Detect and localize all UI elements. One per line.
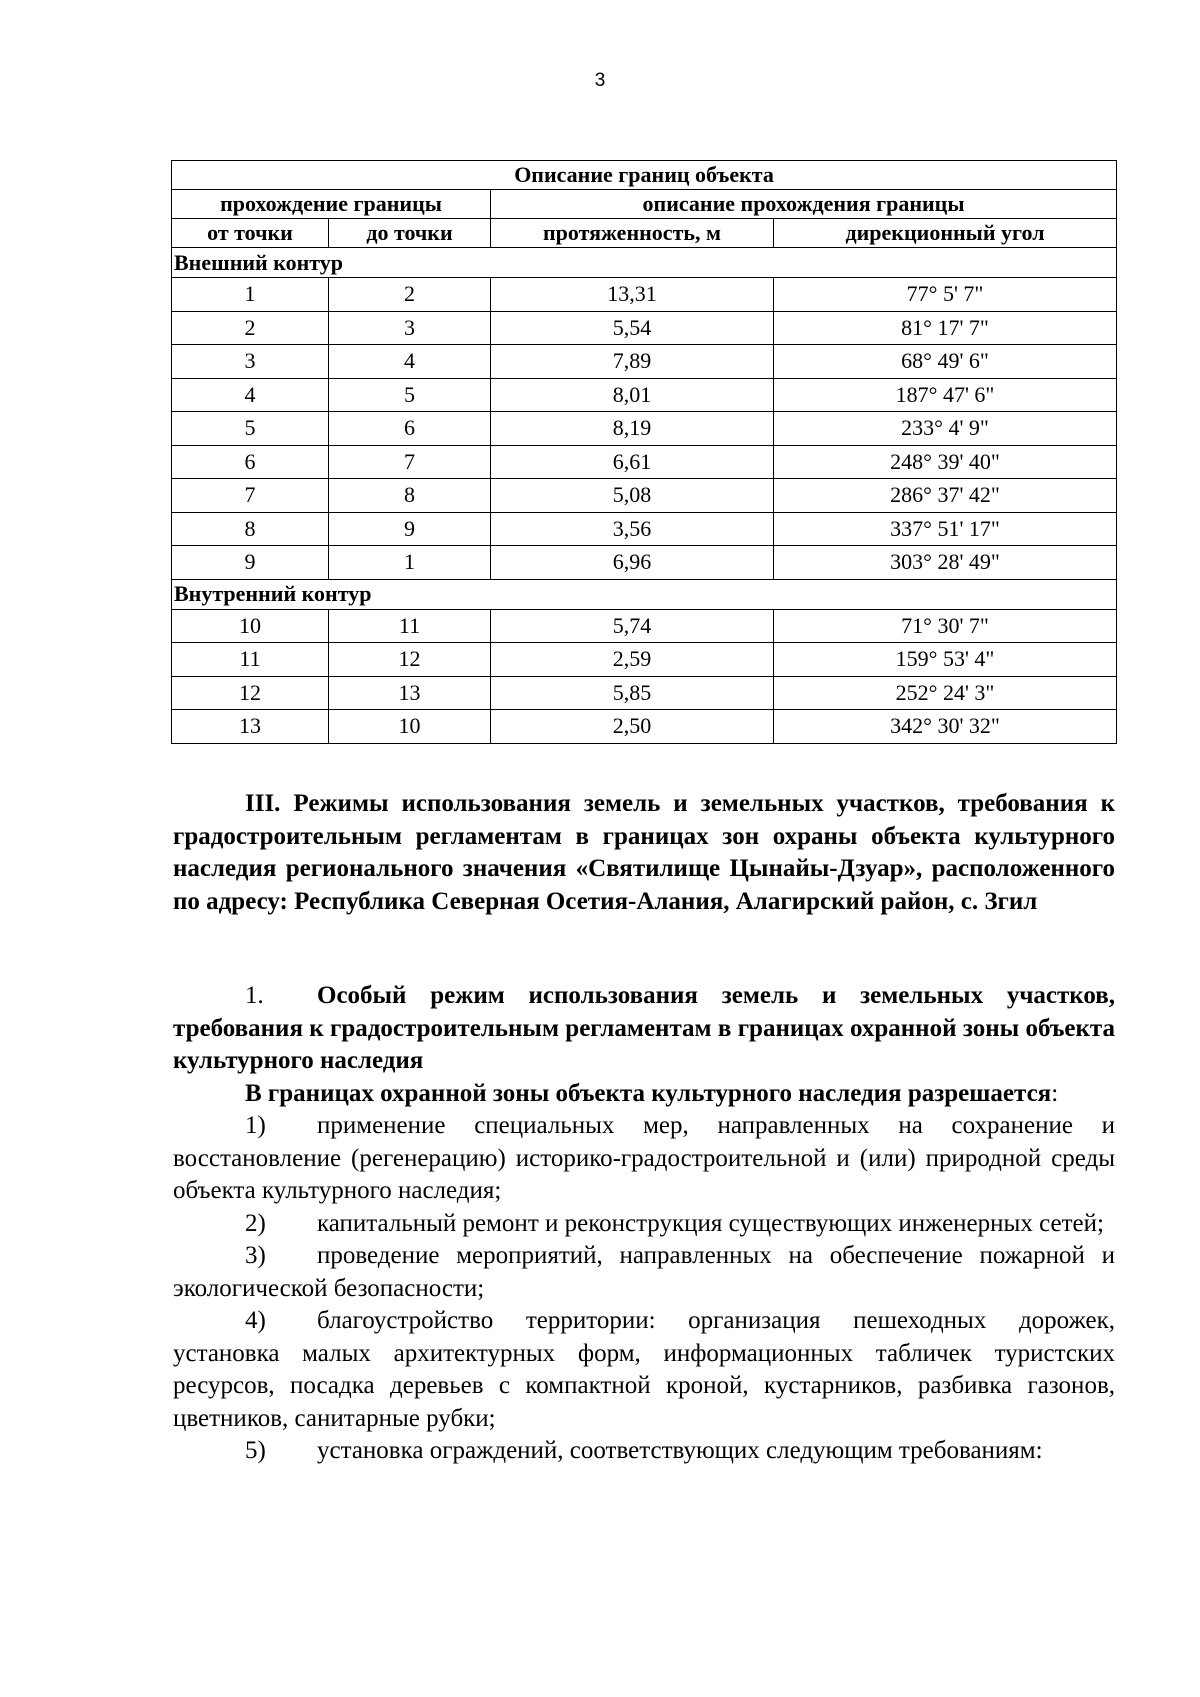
cell-to: 11 [329,609,491,643]
cell-angle: 248° 39' 40" [774,445,1117,479]
cell-length: 5,08 [491,479,774,513]
group-header-right: описание прохождения границы [491,190,1117,219]
table-title-row [172,161,1117,190]
cell-angle: 337° 51' 17" [774,512,1117,546]
cell-from: 7 [172,479,329,513]
cell-from: 13 [172,710,329,744]
cell-from: 2 [172,311,329,345]
cell-from: 5 [172,412,329,446]
cell-length: 8,01 [491,378,774,412]
subsection-number: 1. [245,982,264,1009]
group-header-left: прохождение границы [172,190,491,219]
body-text [173,980,1115,1468]
cell-angle: 187° 47' 6" [774,378,1117,412]
table-row [172,609,1117,643]
list-item [173,1208,1115,1241]
permitted-intro [173,1078,1115,1111]
table-row [172,345,1117,379]
cell-length: 2,59 [491,643,774,677]
cell-from: 4 [172,378,329,412]
table-row [172,278,1117,312]
table-row [172,710,1117,744]
table-row [172,546,1117,580]
column-header-angle: дирекционный угол [774,219,1117,248]
table-column-header-row [172,219,1117,248]
table-row [172,676,1117,710]
list-item-text: установка ограждений, соответствующих следующим требованиям: [317,1437,1043,1464]
cell-to: 4 [329,345,491,379]
cell-to: 9 [329,512,491,546]
table-row [172,479,1117,513]
list-item-text: применение специальных мер, направленных на сохранение и восстановление (регенерацию) историко-градостроительной и (или) природной среды объекта культурного наследия; [173,1112,1115,1204]
list-item-number: 1) [245,1112,266,1139]
cell-length: 2,50 [491,710,774,744]
cell-angle: 71° 30' 7" [774,609,1117,643]
inner-contour-rows [172,609,1117,743]
cell-from: 10 [172,609,329,643]
cell-to: 13 [329,676,491,710]
column-header-length: протяженность, м [491,219,774,248]
cell-to: 12 [329,643,491,677]
cell-length: 13,31 [491,278,774,312]
cell-angle: 68° 49' 6" [774,345,1117,379]
table-group-header-row [172,190,1117,219]
outer-contour-row [172,248,1117,278]
list-item [173,1305,1115,1435]
inner-contour-label: Внутренний контур [172,579,1117,609]
list-item-number: 4) [245,1307,266,1334]
cell-length: 6,96 [491,546,774,580]
outer-contour-label: Внешний контур [172,248,1117,278]
cell-to: 2 [329,278,491,312]
column-header-to: до точки [329,219,491,248]
cell-length: 5,85 [491,676,774,710]
cell-length: 7,89 [491,345,774,379]
cell-to: 10 [329,710,491,744]
subsection-heading [173,980,1115,1078]
cell-to: 7 [329,445,491,479]
table-row [172,378,1117,412]
cell-from: 8 [172,512,329,546]
list-item-number: 2) [245,1209,266,1237]
table-row [172,311,1117,345]
column-header-from: от точки [172,219,329,248]
cell-from: 12 [172,676,329,710]
section-heading: III. Режимы использования земель и земельных участков, требования к градостроительным регламентам в границах зон охраны объекта культурного наследия регионального значения «Святилище Цынайы-Дзуар», расположенного по адресу: Республика Северная Осетия-Алания, Алагирский район, с. Згил [173,790,1115,915]
table-row [172,643,1117,677]
cell-angle: 233° 4' 9" [774,412,1117,446]
outer-contour-rows [172,278,1117,580]
table-row [172,412,1117,446]
list-item-text: благоустройство территории: организация пешеходных дорожек, установка малых архитектурных форм, информационных табличек туристских ресурсов, посадка деревьев с компактной кроной, кустарников, разбивка газонов, цветников, санитарные рубки; [173,1307,1115,1432]
table-row [172,512,1117,546]
cell-length: 6,61 [491,445,774,479]
list-item [173,1240,1115,1305]
permitted-intro-tail: : [1051,1079,1059,1107]
cell-angle: 159° 53' 4" [774,643,1117,677]
inner-contour-row [172,579,1117,609]
permitted-list [173,1110,1115,1468]
cell-from: 6 [172,445,329,479]
table-row [172,445,1117,479]
cell-angle: 81° 17' 7" [774,311,1117,345]
cell-to: 5 [329,378,491,412]
cell-angle: 303° 28' 49" [774,546,1117,580]
list-item-number: 3) [245,1242,266,1269]
cell-from: 11 [172,643,329,677]
table-title: Описание границ объекта [172,161,1117,190]
cell-length: 5,74 [491,609,774,643]
boundary-table [171,160,1117,744]
cell-angle: 342° 30' 32" [774,710,1117,744]
cell-from: 9 [172,546,329,580]
cell-length: 5,54 [491,311,774,345]
cell-to: 1 [329,546,491,580]
cell-to: 8 [329,479,491,513]
cell-angle: 77° 5' 7" [774,278,1117,312]
list-item-text: капитальный ремонт и реконструкция существующих инженерных сетей; [317,1209,1104,1237]
list-item-text: проведение мероприятий, направленных на обеспечение пожарной и экологической безопасности; [173,1242,1115,1302]
cell-to: 3 [329,311,491,345]
page-number: 3 [594,70,606,91]
cell-length: 8,19 [491,412,774,446]
cell-from: 3 [172,345,329,379]
cell-length: 3,56 [491,512,774,546]
subsection-title: Особый режим использования земель и земельных участков, требования к градостроительным регламентам в границах охранной зоны объекта культурного наследия [173,982,1115,1074]
cell-to: 6 [329,412,491,446]
cell-angle: 252° 24' 3" [774,676,1117,710]
permitted-intro-bold: В границах охранной зоны объекта культурного наследия разрешается [245,1079,1052,1107]
cell-from: 1 [172,278,329,312]
list-item [173,1435,1115,1468]
list-item-number: 5) [245,1437,266,1464]
list-item [173,1110,1115,1208]
cell-angle: 286° 37' 42" [774,479,1117,513]
